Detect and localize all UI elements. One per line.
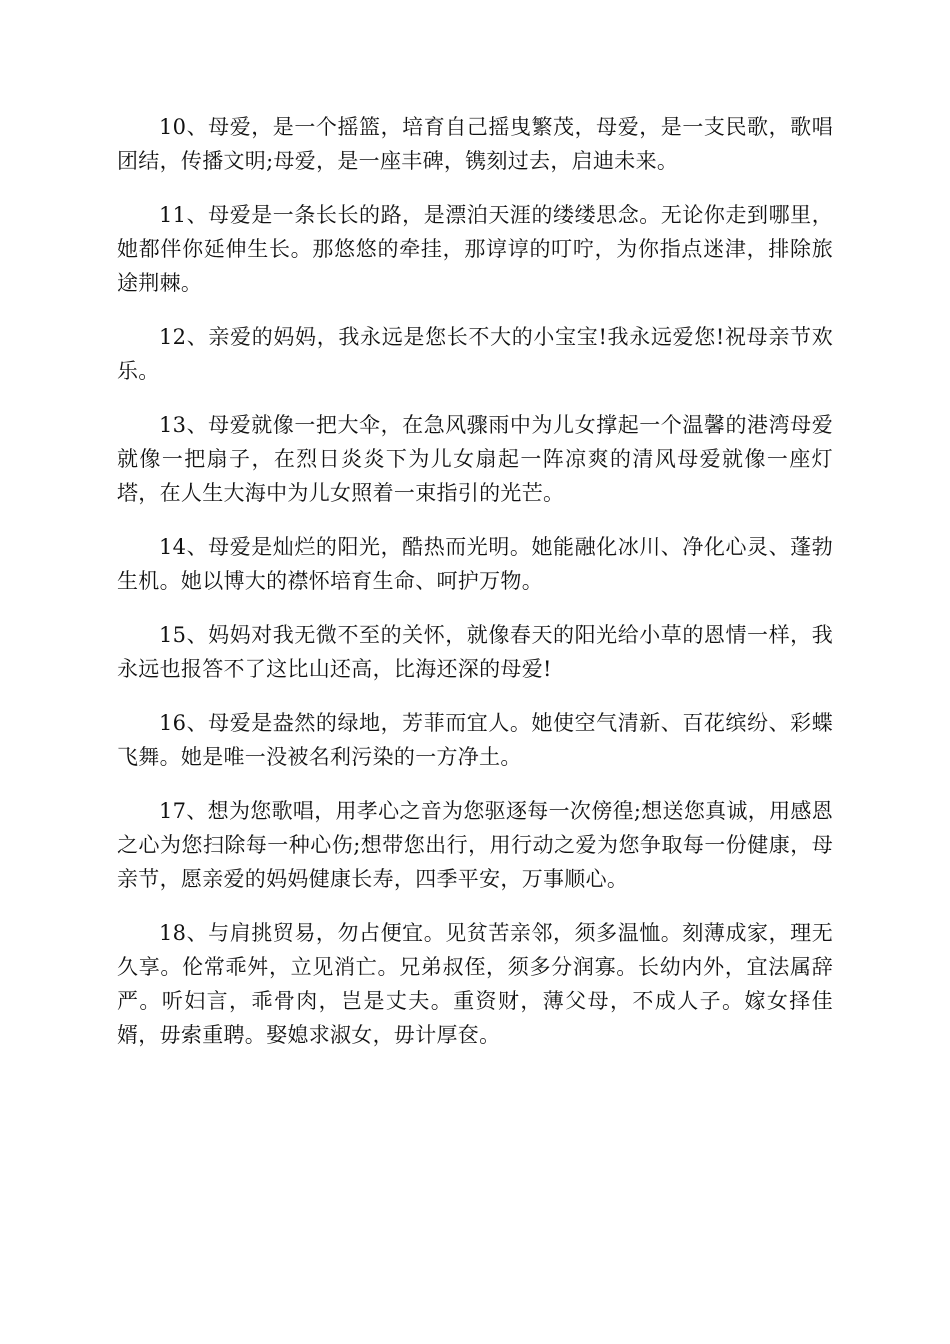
paragraph-15: 15、妈妈对我无微不至的关怀，就像春天的阳光给小草的恩情一样，我永远也报答不了这比山还高，比海还深的母爱! [117,623,833,681]
paragraph-13: 13、母爱就像一把大伞，在急风骤雨中为儿女撑起一个温馨的港湾母爱就像一把扇子，在烈日炎炎下为儿女扇起一阵凉爽的清风母爱就像一座灯塔，在人生大海中为儿女照着一束指引的光芒。 [117,413,833,505]
document-body [117,110,833,1072]
paragraph-18: 18、与肩挑贸易，勿占便宜。见贫苦亲邻，须多温恤。刻薄成家，理无久享。伦常乖舛，立见消亡。兄弟叔侄，须多分润寡。长幼内外，宜法属辞严。听妇言，乖骨肉，岂是丈夫。重资财，薄父母，不成人子。嫁女择佳婿，毋索重聘。娶媳求淑女，毋计厚奁。 [117,921,833,1047]
paragraph-17: 17、想为您歌唱，用孝心之音为您驱逐每一次傍徨;想送您真诚，用感恩之心为您扫除每一种心伤;想带您出行，用行动之爱为您争取每一份健康，母亲节，愿亲爱的妈妈健康长寿，四季平安，万事顺心。 [117,799,833,891]
paragraph-12: 12、亲爱的妈妈，我永远是您长不大的小宝宝!我永远爱您!祝母亲节欢乐。 [117,325,833,383]
paragraph-14: 14、母爱是灿烂的阳光，酷热而光明。她能融化冰川、净化心灵、蓬勃生机。她以博大的襟怀培育生命、呵护万物。 [117,535,833,593]
paragraph-11: 11、母爱是一条长长的路，是漂泊天涯的缕缕思念。无论你走到哪里，她都伴你延伸生长。那悠悠的牵挂，那谆谆的叮咛，为你指点迷津，排除旅途荆棘。 [117,203,833,295]
paragraph-16: 16、母爱是盎然的绿地，芳菲而宜人。她使空气清新、百花缤纷、彩蝶飞舞。她是唯一没被名利污染的一方净土。 [117,711,833,769]
paragraph-10: 10、母爱，是一个摇篮，培育自己摇曳繁茂，母爱，是一支民歌，歌唱团结，传播文明;母爱，是一座丰碑，镌刻过去，启迪未来。 [117,115,833,173]
